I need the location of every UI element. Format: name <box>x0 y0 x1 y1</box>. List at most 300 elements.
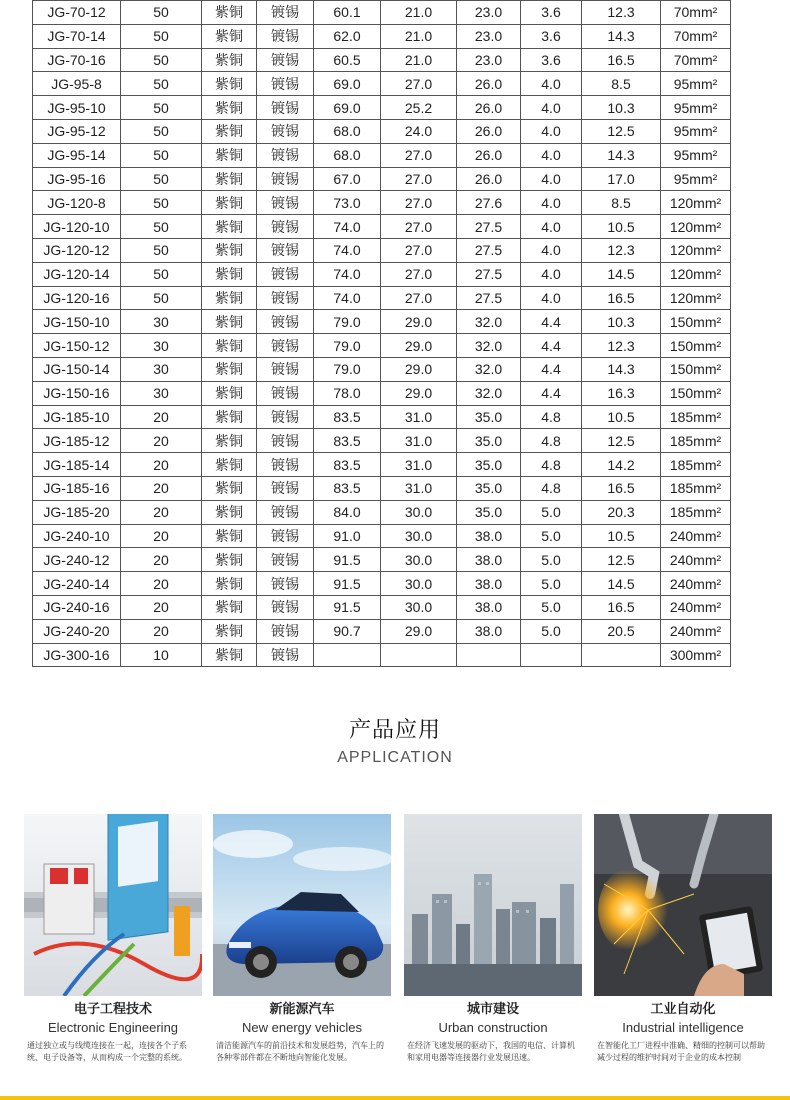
table-cell: 20 <box>121 548 202 572</box>
table-cell: 27.0 <box>381 72 457 96</box>
table-cell: 120mm² <box>661 262 731 286</box>
table-cell: 镀锡 <box>257 167 314 191</box>
table-cell: 3.6 <box>521 24 582 48</box>
table-cell: 10.5 <box>582 215 661 239</box>
table-cell: 74.0 <box>314 238 381 262</box>
table-cell: 27.0 <box>381 286 457 310</box>
table-cell: 紫铜 <box>202 119 257 143</box>
table-cell: 10.5 <box>582 405 661 429</box>
table-cell: 12.5 <box>582 548 661 572</box>
table-cell: 27.0 <box>381 191 457 215</box>
table-cell: 38.0 <box>457 524 521 548</box>
table-cell: JG-150-10 <box>33 310 121 334</box>
table-row <box>33 286 731 310</box>
app-description: 通过独立或与线缆连接在一起，连接各个子系统、电子设备等，从而构成一个完整的系统。 <box>27 1041 187 1062</box>
table-cell <box>521 643 582 667</box>
table-cell: 4.0 <box>521 143 582 167</box>
table-cell: 紫铜 <box>202 215 257 239</box>
table-cell: 21.0 <box>381 24 457 48</box>
table-cell: 30.0 <box>381 572 457 596</box>
table-cell: 35.0 <box>457 429 521 453</box>
table-cell: 35.0 <box>457 500 521 524</box>
app-title: 城市建设 <box>466 1002 519 1017</box>
table-cell: 20 <box>121 476 202 500</box>
table-cell: 紫铜 <box>202 357 257 381</box>
table-cell: 镀锡 <box>257 215 314 239</box>
table-cell: 镀锡 <box>257 191 314 215</box>
table-cell: 95mm² <box>661 143 731 167</box>
table-cell: JG-185-16 <box>33 476 121 500</box>
table-cell: 20 <box>121 619 202 643</box>
table-cell: 90.7 <box>314 619 381 643</box>
table-row <box>33 262 731 286</box>
app-description: 在经济飞速发展的驱动下，我国的电信、计算机和家用电器等连接器行业发展迅速。 <box>407 1041 575 1062</box>
table-cell: 23.0 <box>457 24 521 48</box>
table-cell: 20 <box>121 405 202 429</box>
table-cell: 镀锡 <box>257 357 314 381</box>
table-cell: 240mm² <box>661 572 731 596</box>
table-cell: 68.0 <box>314 119 381 143</box>
table-cell: 67.0 <box>314 167 381 191</box>
table-cell: 27.0 <box>381 143 457 167</box>
table-cell: 185mm² <box>661 429 731 453</box>
table-cell: 185mm² <box>661 453 731 477</box>
table-cell: 240mm² <box>661 595 731 619</box>
table-row <box>33 119 731 143</box>
table-cell: 83.5 <box>314 453 381 477</box>
table-cell: 10.3 <box>582 96 661 120</box>
table-cell: 29.0 <box>381 619 457 643</box>
spec-table <box>32 0 731 667</box>
table-cell: 185mm² <box>661 500 731 524</box>
app-title: 工业自动化 <box>650 1002 716 1017</box>
table-cell: 16.5 <box>582 595 661 619</box>
table-cell: 35.0 <box>457 405 521 429</box>
table-cell: JG-240-14 <box>33 572 121 596</box>
table-cell: 73.0 <box>314 191 381 215</box>
table-cell: 镀锡 <box>257 143 314 167</box>
table-cell: 4.0 <box>521 96 582 120</box>
table-cell: 4.0 <box>521 119 582 143</box>
table-cell: 32.0 <box>457 357 521 381</box>
table-row <box>33 619 731 643</box>
table-cell: JG-95-12 <box>33 119 121 143</box>
table-row <box>33 1 731 25</box>
table-cell: JG-185-14 <box>33 453 121 477</box>
application-grid <box>24 814 770 1064</box>
app-card-urban <box>404 814 582 1064</box>
table-cell: 镀锡 <box>257 310 314 334</box>
table-cell: JG-240-12 <box>33 548 121 572</box>
table-cell: 镀锡 <box>257 262 314 286</box>
table-cell: 紫铜 <box>202 48 257 72</box>
table-cell: 91.5 <box>314 595 381 619</box>
table-cell: 镀锡 <box>257 334 314 358</box>
table-cell: 30 <box>121 334 202 358</box>
table-cell: 91.0 <box>314 524 381 548</box>
app-subtitle: Electronic Engineering <box>47 1020 179 1035</box>
table-cell: 50 <box>121 143 202 167</box>
table-cell: 91.5 <box>314 572 381 596</box>
table-cell: 14.5 <box>582 572 661 596</box>
table-cell: 30.0 <box>381 595 457 619</box>
app-subtitle: Industrial intelligence <box>622 1020 744 1035</box>
table-cell: 31.0 <box>381 429 457 453</box>
table-cell: 74.0 <box>314 215 381 239</box>
table-cell: 紫铜 <box>202 524 257 548</box>
table-cell: 20 <box>121 572 202 596</box>
table-cell: 4.4 <box>521 334 582 358</box>
table-cell: JG-300-16 <box>33 643 121 667</box>
table-cell: 16.3 <box>582 381 661 405</box>
table-cell: 5.0 <box>521 595 582 619</box>
table-cell: 150mm² <box>661 310 731 334</box>
table-row <box>33 215 731 239</box>
table-cell: 20 <box>121 595 202 619</box>
bottom-accent-bar <box>0 1096 790 1100</box>
table-cell: 26.0 <box>457 72 521 96</box>
table-cell: 185mm² <box>661 405 731 429</box>
table-cell: 镀锡 <box>257 429 314 453</box>
table-cell: 38.0 <box>457 619 521 643</box>
table-cell: 24.0 <box>381 119 457 143</box>
din-rail-power-supply-image <box>24 814 202 996</box>
table-row <box>33 24 731 48</box>
table-cell: 4.0 <box>521 191 582 215</box>
table-cell: 紫铜 <box>202 143 257 167</box>
table-cell: 29.0 <box>381 381 457 405</box>
table-cell: 38.0 <box>457 595 521 619</box>
table-cell: 50 <box>121 119 202 143</box>
table-row <box>33 310 731 334</box>
table-cell: 镀锡 <box>257 238 314 262</box>
table-row <box>33 48 731 72</box>
table-row <box>33 381 731 405</box>
table-cell: 50 <box>121 96 202 120</box>
table-cell: 4.8 <box>521 476 582 500</box>
table-cell: 300mm² <box>661 643 731 667</box>
app-description: 清洁能源汽车的前沿技术和发展趋势，汽车上的各种零部件都在不断地向智能化发展。 <box>216 1041 384 1062</box>
table-cell: 150mm² <box>661 334 731 358</box>
table-cell: 紫铜 <box>202 572 257 596</box>
table-cell: 70mm² <box>661 24 731 48</box>
table-cell: 79.0 <box>314 334 381 358</box>
table-cell: 95mm² <box>661 72 731 96</box>
table-cell: 4.0 <box>521 215 582 239</box>
table-cell: 26.0 <box>457 96 521 120</box>
table-cell: JG-95-16 <box>33 167 121 191</box>
table-row <box>33 191 731 215</box>
table-cell: JG-150-14 <box>33 357 121 381</box>
table-cell: 镀锡 <box>257 643 314 667</box>
table-cell: JG-120-14 <box>33 262 121 286</box>
table-cell: 20.3 <box>582 500 661 524</box>
table-cell: 26.0 <box>457 143 521 167</box>
table-cell: 8.5 <box>582 72 661 96</box>
table-cell: 26.0 <box>457 167 521 191</box>
table-cell: 20 <box>121 500 202 524</box>
app-card-vehicles <box>213 814 391 1064</box>
table-cell: 240mm² <box>661 524 731 548</box>
app-subtitle: Urban construction <box>438 1020 548 1035</box>
table-cell: 5.0 <box>521 500 582 524</box>
table-cell: 20 <box>121 429 202 453</box>
table-cell: 31.0 <box>381 453 457 477</box>
table-row <box>33 500 731 524</box>
table-cell: JG-185-10 <box>33 405 121 429</box>
table-cell: JG-70-14 <box>33 24 121 48</box>
table-cell: 27.5 <box>457 215 521 239</box>
table-cell <box>314 643 381 667</box>
app-subtitle: New energy vehicles <box>242 1020 362 1035</box>
table-cell: 紫铜 <box>202 429 257 453</box>
table-cell: 31.0 <box>381 405 457 429</box>
table-row <box>33 453 731 477</box>
table-row <box>33 572 731 596</box>
table-cell: 镀锡 <box>257 286 314 310</box>
table-cell: 镀锡 <box>257 96 314 120</box>
table-cell: 紫铜 <box>202 595 257 619</box>
table-cell: 50 <box>121 238 202 262</box>
table-cell: 4.4 <box>521 381 582 405</box>
table-cell: 50 <box>121 24 202 48</box>
city-skyline-image <box>404 814 582 996</box>
table-cell: 30 <box>121 357 202 381</box>
table-cell: 32.0 <box>457 310 521 334</box>
table-cell: 4.8 <box>521 453 582 477</box>
table-cell: 14.2 <box>582 453 661 477</box>
table-cell: JG-95-10 <box>33 96 121 120</box>
table-cell: 69.0 <box>314 72 381 96</box>
table-cell: 20 <box>121 453 202 477</box>
table-cell: 31.0 <box>381 476 457 500</box>
table-cell: 紫铜 <box>202 476 257 500</box>
table-cell: 14.5 <box>582 262 661 286</box>
table-cell: 120mm² <box>661 215 731 239</box>
table-cell: 紫铜 <box>202 334 257 358</box>
table-cell: JG-120-16 <box>33 286 121 310</box>
table-cell: 83.5 <box>314 476 381 500</box>
table-cell <box>457 643 521 667</box>
table-cell: JG-185-12 <box>33 429 121 453</box>
table-cell: 紫铜 <box>202 262 257 286</box>
table-cell: 镀锡 <box>257 24 314 48</box>
table-cell: 4.4 <box>521 310 582 334</box>
table-cell: 21.0 <box>381 1 457 25</box>
table-cell: 16.5 <box>582 48 661 72</box>
robot-arm-welding-image <box>594 814 772 996</box>
table-cell: 27.5 <box>457 262 521 286</box>
table-cell: 50 <box>121 1 202 25</box>
table-cell: 镀锡 <box>257 405 314 429</box>
table-row <box>33 72 731 96</box>
table-cell: 12.5 <box>582 119 661 143</box>
table-cell: 镀锡 <box>257 572 314 596</box>
table-cell: 16.5 <box>582 286 661 310</box>
table-cell: 紫铜 <box>202 286 257 310</box>
table-cell: 50 <box>121 286 202 310</box>
table-cell: 79.0 <box>314 357 381 381</box>
table-cell: 69.0 <box>314 96 381 120</box>
table-cell: 26.0 <box>457 119 521 143</box>
table-cell: JG-70-16 <box>33 48 121 72</box>
table-cell: JG-70-12 <box>33 1 121 25</box>
table-cell: 8.5 <box>582 191 661 215</box>
table-cell: 120mm² <box>661 286 731 310</box>
table-cell: 83.5 <box>314 405 381 429</box>
table-cell: 74.0 <box>314 286 381 310</box>
table-cell: 21.0 <box>381 48 457 72</box>
table-cell: 150mm² <box>661 357 731 381</box>
table-row <box>33 524 731 548</box>
table-cell: 30.0 <box>381 524 457 548</box>
table-cell: 50 <box>121 191 202 215</box>
table-cell: 紫铜 <box>202 191 257 215</box>
table-cell: 4.0 <box>521 286 582 310</box>
table-cell: 35.0 <box>457 453 521 477</box>
table-cell: 5.0 <box>521 524 582 548</box>
table-cell: 紫铜 <box>202 310 257 334</box>
table-cell: 镀锡 <box>257 48 314 72</box>
table-cell: 4.0 <box>521 262 582 286</box>
table-cell: 4.8 <box>521 429 582 453</box>
table-cell: 32.0 <box>457 381 521 405</box>
table-cell: 30.0 <box>381 548 457 572</box>
table-cell: 3.6 <box>521 48 582 72</box>
table-cell: JG-120-12 <box>33 238 121 262</box>
table-cell <box>582 643 661 667</box>
table-row <box>33 476 731 500</box>
table-cell: 120mm² <box>661 238 731 262</box>
table-cell: 30.0 <box>381 500 457 524</box>
table-cell: 83.5 <box>314 429 381 453</box>
table-cell: 70mm² <box>661 48 731 72</box>
table-cell: 150mm² <box>661 381 731 405</box>
table-cell: 29.0 <box>381 357 457 381</box>
app-card-industrial <box>594 814 772 1064</box>
table-cell: 27.0 <box>381 167 457 191</box>
table-cell: 35.0 <box>457 476 521 500</box>
table-row <box>33 334 731 358</box>
table-cell: 镀锡 <box>257 381 314 405</box>
table-cell: 50 <box>121 262 202 286</box>
table-cell: 27.0 <box>381 215 457 239</box>
table-cell: 紫铜 <box>202 24 257 48</box>
table-cell: 12.3 <box>582 334 661 358</box>
table-cell: JG-185-20 <box>33 500 121 524</box>
table-cell: 25.2 <box>381 96 457 120</box>
table-cell: 4.4 <box>521 357 582 381</box>
table-cell: 74.0 <box>314 262 381 286</box>
table-cell: 60.1 <box>314 1 381 25</box>
table-cell: 70mm² <box>661 1 731 25</box>
table-cell: 镀锡 <box>257 524 314 548</box>
table-cell: 紫铜 <box>202 96 257 120</box>
table-cell: 紫铜 <box>202 643 257 667</box>
table-cell: 紫铜 <box>202 167 257 191</box>
app-title: 电子工程技术 <box>73 1002 152 1017</box>
table-cell: 50 <box>121 167 202 191</box>
table-cell: 紫铜 <box>202 1 257 25</box>
table-cell: 紫铜 <box>202 619 257 643</box>
table-cell: 60.5 <box>314 48 381 72</box>
table-cell: 30 <box>121 310 202 334</box>
table-cell: 29.0 <box>381 310 457 334</box>
table-cell: 38.0 <box>457 548 521 572</box>
table-cell: 10 <box>121 643 202 667</box>
table-cell: 3.6 <box>521 1 582 25</box>
table-cell: 240mm² <box>661 548 731 572</box>
table-cell: JG-150-16 <box>33 381 121 405</box>
table-cell: 12.3 <box>582 238 661 262</box>
table-cell: 32.0 <box>457 334 521 358</box>
table-cell: 14.3 <box>582 143 661 167</box>
app-card-electronic <box>24 814 202 1064</box>
table-cell: 镀锡 <box>257 500 314 524</box>
table-cell: 镀锡 <box>257 1 314 25</box>
table-cell: 5.0 <box>521 572 582 596</box>
table-row <box>33 429 731 453</box>
table-cell: JG-150-12 <box>33 334 121 358</box>
blue-sports-car-image <box>213 814 391 996</box>
section-subtitle: APPLICATION <box>337 749 453 766</box>
table-cell: 95mm² <box>661 119 731 143</box>
table-cell: 120mm² <box>661 191 731 215</box>
table-cell: JG-120-8 <box>33 191 121 215</box>
table-row <box>33 548 731 572</box>
table-cell: 紫铜 <box>202 72 257 96</box>
table-cell: 紫铜 <box>202 548 257 572</box>
table-cell: JG-240-16 <box>33 595 121 619</box>
table-cell: 27.0 <box>381 238 457 262</box>
table-row <box>33 96 731 120</box>
table-row <box>33 167 731 191</box>
table-cell: 4.8 <box>521 405 582 429</box>
table-row <box>33 238 731 262</box>
table-cell: 紫铜 <box>202 405 257 429</box>
table-cell: 27.6 <box>457 191 521 215</box>
table-cell: 紫铜 <box>202 238 257 262</box>
table-cell: JG-95-14 <box>33 143 121 167</box>
table-cell: 23.0 <box>457 48 521 72</box>
table-cell: 20.5 <box>582 619 661 643</box>
table-row <box>33 357 731 381</box>
table-cell: 17.0 <box>582 167 661 191</box>
section-header <box>0 716 790 768</box>
table-cell: 27.5 <box>457 238 521 262</box>
table-row <box>33 595 731 619</box>
table-cell: 4.0 <box>521 238 582 262</box>
table-cell: 27.0 <box>381 262 457 286</box>
table-cell: 95mm² <box>661 96 731 120</box>
table-cell: 30 <box>121 381 202 405</box>
table-cell: 50 <box>121 215 202 239</box>
section-title: 产品应用 <box>348 718 441 743</box>
table-cell: 镀锡 <box>257 595 314 619</box>
table-cell: 68.0 <box>314 143 381 167</box>
table-cell: 4.0 <box>521 72 582 96</box>
table-row <box>33 643 731 667</box>
table-cell: JG-95-8 <box>33 72 121 96</box>
table-cell: 镀锡 <box>257 548 314 572</box>
table-cell: 14.3 <box>582 24 661 48</box>
table-cell: 镀锡 <box>257 119 314 143</box>
table-cell <box>381 643 457 667</box>
table-cell: 79.0 <box>314 310 381 334</box>
table-cell: 12.3 <box>582 1 661 25</box>
table-cell: 14.3 <box>582 357 661 381</box>
table-cell: 78.0 <box>314 381 381 405</box>
